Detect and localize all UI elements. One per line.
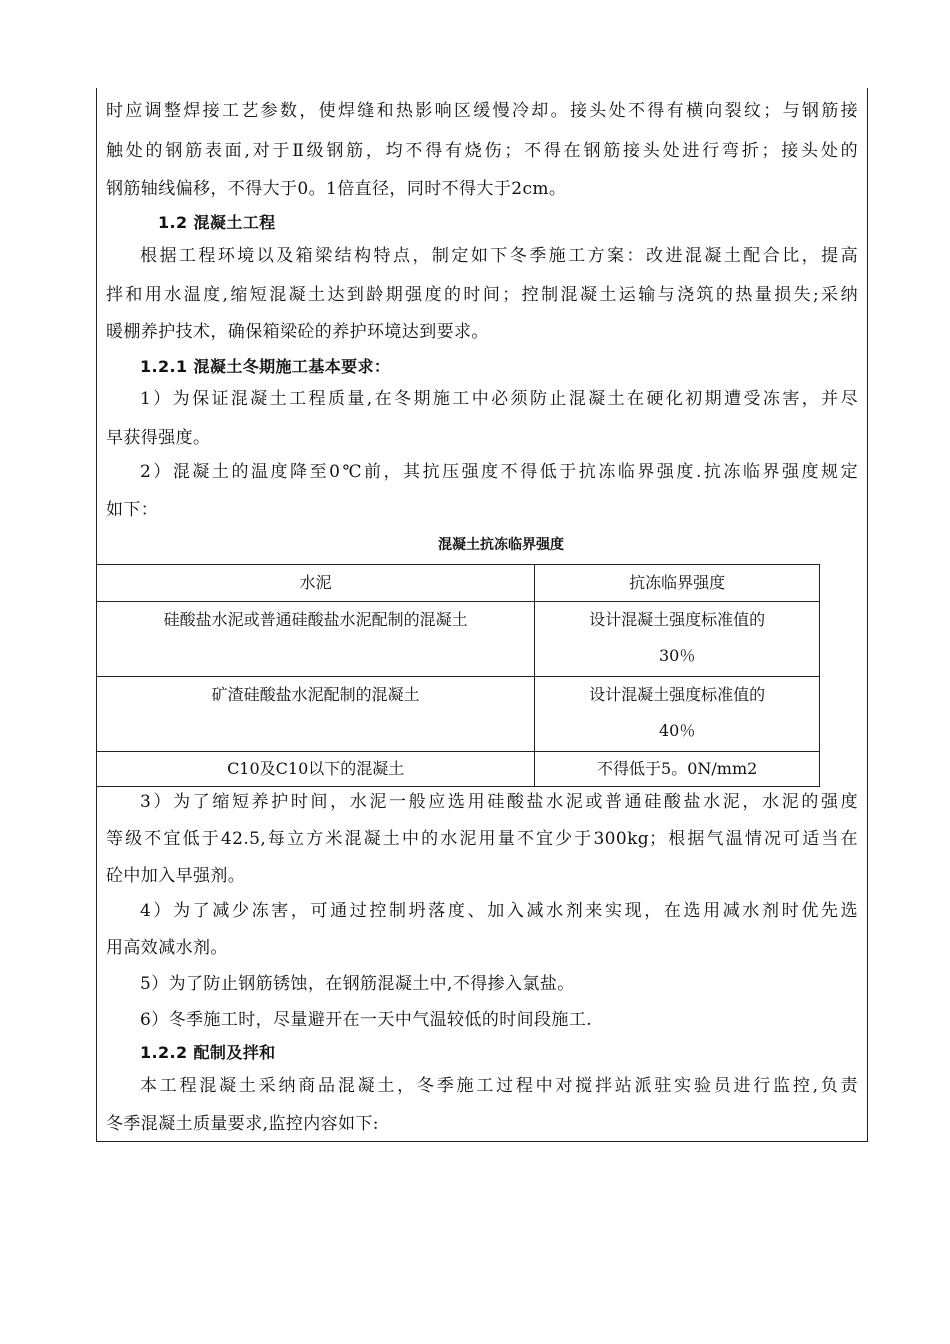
- item-5: 5）为了防止钢筋锈蚀，在钢筋混凝土中,不得掺入氯盐。: [140, 974, 575, 994]
- table-row: [97, 602, 820, 677]
- table-header-row: [97, 565, 820, 602]
- cement-cell: [97, 677, 535, 752]
- strength-text-1: 设计混凝土强度标准值的: [589, 610, 766, 629]
- strength-text-1: 设计混凝土强度标准值的: [589, 685, 766, 704]
- cement-cell: [97, 752, 535, 787]
- section-1-2-heading: 1.2 混凝土工程: [158, 213, 276, 232]
- header-cement: 水泥: [97, 565, 535, 602]
- table-caption: 混凝土抗冻临界强度: [438, 537, 564, 553]
- item-4-line-1: 4）为了减少冻害，可通过控制坍落度、加入减水剂来实现，在选用减水剂时优先选: [140, 901, 858, 921]
- item-3-line-3: 砼中加入早强剂。: [106, 866, 246, 886]
- strength-table: [96, 564, 820, 787]
- intro-line-1: 时应调整焊接工艺参数，使焊缝和热影响区缓慢冷却。接头处不得有横向裂纹；与钢筋接: [106, 101, 858, 121]
- section-1-2-line-1: 根据工程环境以及箱梁结构特点，制定如下冬季施工方案：改进混凝土配合比，提高: [140, 246, 858, 266]
- section-1-2-line-3: 暖棚养护技术，确保箱梁砼的养护环境达到要求。: [106, 322, 489, 342]
- cement-text: 矿渣硅酸盐水泥配制的混凝土: [211, 685, 420, 704]
- item-3-line-1: 3）为了缩短养护时间，水泥一般应选用硅酸盐水泥或普通硅酸盐水泥，水泥的强度: [140, 792, 858, 812]
- item-4-line-2: 用高效减水剂。: [106, 938, 228, 958]
- item-1-line-2: 早获得强度。: [106, 428, 211, 448]
- section-1-2-1-heading: 1.2.1 混凝土冬期施工基本要求：: [140, 357, 391, 376]
- header-strength: 抗冻临界强度: [535, 565, 820, 602]
- item-3-line-2: 等级不宜低于42.5,每立方米混凝土中的水泥用量不宜少于300kg；根据气温情况可适当在: [106, 829, 858, 849]
- intro-line-2: 触处的钢筋表面,对于Ⅱ级钢筋，均不得有烧伤；不得在钢筋接头处进行弯折；接头处的: [106, 141, 858, 161]
- strength-cell: [535, 677, 820, 752]
- item-6: 6）冬季施工时，尽量避开在一天中气温较低的时间段施工.: [140, 1010, 593, 1030]
- table-row: [97, 752, 820, 787]
- strength-cell: [535, 752, 820, 787]
- item-2-line-2: 如下：: [106, 500, 159, 520]
- section-1-2-line-2: 拌和用水温度,缩短混凝土达到龄期强度的时间；控制混凝土运输与浇筑的热量损失;采纳: [106, 285, 858, 305]
- strength-text-2: 30％: [658, 646, 696, 665]
- strength-text-2: 40％: [658, 721, 696, 740]
- intro-line-3: 钢筋轴线偏移，不得大于0。1倍直径，同时不得大于2cm。: [106, 179, 567, 199]
- strength-text-1: 不得低于5。0N/mm2: [597, 759, 758, 778]
- section-1-2-2-heading: 1.2.2 配制及拌和: [140, 1043, 276, 1062]
- table-row: [97, 677, 820, 752]
- section-1-2-2-line-2: 冬季混凝土质量要求,监控内容如下:: [106, 1114, 379, 1134]
- item-1-line-1: 1）为保证混凝土工程质量,在冬期施工中必须防止混凝土在硬化初期遭受冻害，并尽: [140, 389, 858, 409]
- cement-text: 硅酸盐水泥或普通硅酸盐水泥配制的混凝土: [163, 610, 468, 629]
- cement-text: C10及C10以下的混凝土: [227, 759, 405, 778]
- section-1-2-2-line-1: 本工程混凝土采纳商品混凝土，冬季施工过程中对搅拌站派驻实验员进行监控,负责: [140, 1076, 858, 1096]
- cement-cell: [97, 602, 535, 677]
- item-2-line-1: 2）混凝土的温度降至0℃前，其抗压强度不得低于抗冻临界强度.抗冻临界强度规定: [140, 462, 858, 482]
- strength-cell: [535, 602, 820, 677]
